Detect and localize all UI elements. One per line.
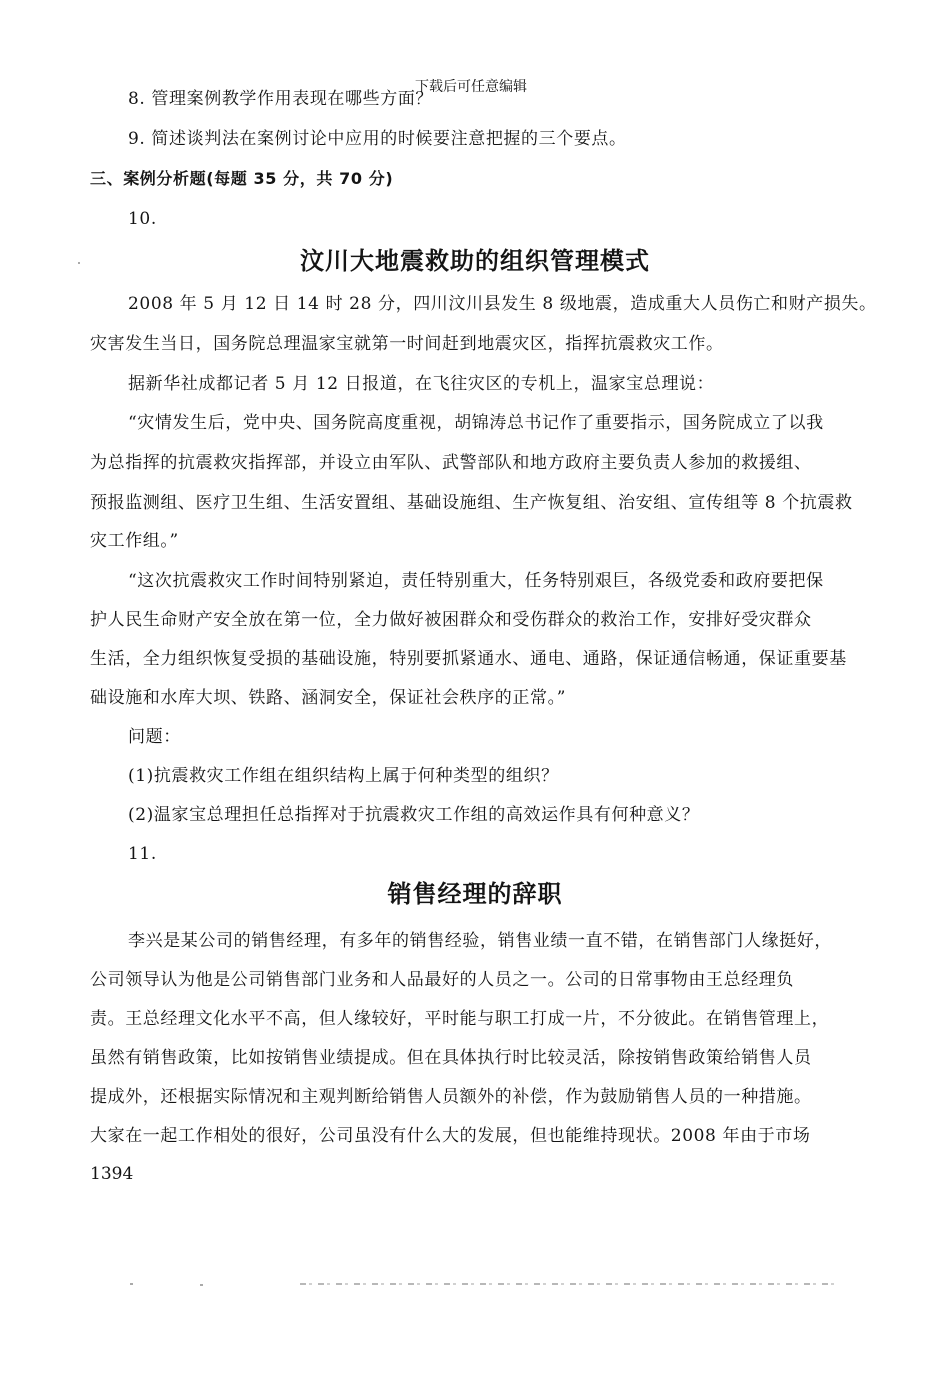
paragraph-line: 为总指挥的抗震救灾指挥部，并设立由军队、武警部队和地方政府主要负责人参加的救援组、	[90, 453, 812, 473]
question-9: 9. 简述谈判法在案例讨论中应用的时候要注意把握的三个要点。	[128, 129, 627, 149]
scan-artifact-dot	[130, 1283, 133, 1285]
paragraph-line: 虽然有销售政策，比如按销售业绩提成。但在具体执行时比较灵活，除按销售政策给销售人员	[90, 1048, 812, 1068]
paragraph-line: “这次抗震救灾工作时间特别紧迫，责任特别重大，任务特别艰巨，各级党委和政府要把保	[128, 571, 824, 591]
case-number: 10.	[128, 209, 157, 229]
paragraph-line: 2008 年 5 月 12 日 14 时 28 分，四川汶川县发生 8 级地震，造成重大人员伤亡和财产损失。	[128, 294, 877, 314]
case-title: 汶川大地震救助的组织管理模式	[300, 247, 650, 275]
question-item: (1)抗震救灾工作组在组织结构上属于何种类型的组织？	[128, 766, 559, 786]
paragraph-line: 灾害发生当日，国务院总理温家宝就第一时间赶到地震灾区，指挥抗震救灾工作。	[90, 334, 724, 354]
paragraph-line: 础设施和水库大坝、铁路、涵洞安全，保证社会秩序的正常。”	[90, 688, 566, 708]
paragraph-line: 责。王总经理文化水平不高，但人缘较好，平时能与职工打成一片，不分彼此。在销售管理上，	[90, 1009, 830, 1029]
watermark: 下载后可任意编辑	[415, 79, 527, 95]
paragraph-line: 公司领导认为他是公司销售部门业务和人品最好的人员之一。公司的日常事物由王总经理负	[90, 970, 794, 990]
scan-artifact-dot	[200, 1284, 203, 1286]
section-heading: 三、案例分析题(每题 35 分，共 70 分)	[90, 169, 394, 188]
question-8: 8. 管理案例教学作用表现在哪些方面？	[128, 89, 434, 109]
paragraph-line: 提成外，还根据实际情况和主观判断给销售人员额外的补偿，作为鼓励销售人员的一种措施。	[90, 1087, 812, 1107]
paragraph-line: 生活，全力组织恢复受损的基础设施，特别要抓紧通水、通电、通路，保证通信畅通，保证重要基	[90, 649, 847, 669]
paragraph-line: 灾工作组。”	[90, 531, 179, 551]
questions-label: 问题：	[128, 727, 181, 747]
case-title: 销售经理的辞职	[387, 880, 563, 908]
question-item: (2)温家宝总理担任总指挥对于抗震救灾工作组的高效运作具有何种意义？	[128, 805, 700, 825]
case-number: 11.	[128, 844, 157, 864]
paragraph-line: 李兴是某公司的销售经理，有多年的销售经验，销售业绩一直不错，在销售部门人缘挺好，	[128, 931, 832, 951]
paragraph-line: 大家在一起工作相处的很好，公司虽没有什么大的发展，但也能维持现状。2008 年由于市场	[90, 1126, 811, 1146]
paragraph-line: 护人民生命财产安全放在第一位，全力做好被困群众和受伤群众的救治工作，安排好受灾群众	[90, 610, 812, 630]
paragraph-line: 预报监测组、医疗卫生组、生活安置组、基础设施组、生产恢复组、治安组、宣传组等 8 个抗震救	[90, 493, 853, 513]
scan-artifact-line	[300, 1283, 840, 1285]
paragraph-line: “灾情发生后，党中央、国务院高度重视，胡锦涛总书记作了重要指示，国务院成立了以我	[128, 413, 824, 433]
scan-artifact-dot	[78, 262, 80, 264]
page-number: 1394	[90, 1164, 134, 1184]
paragraph-line: 据新华社成都记者 5 月 12 日报道，在飞往灾区的专机上，温家宝总理说：	[128, 374, 715, 394]
